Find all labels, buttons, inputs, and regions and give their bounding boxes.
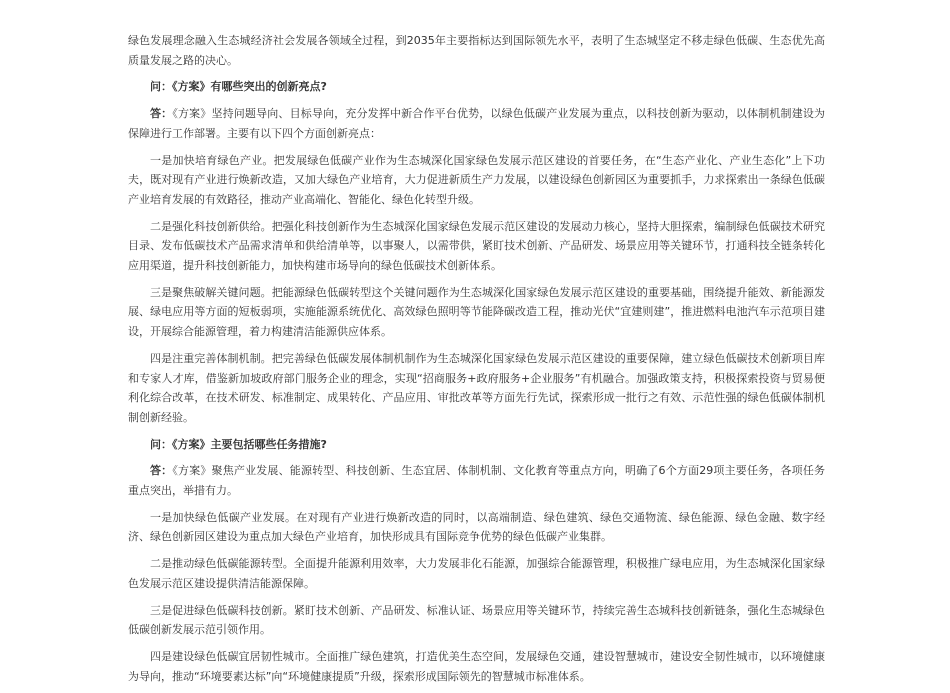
paragraph-text: 二是推动绿色低碳能源转型。全面提升能源利用效率，大力发展非化石能源，加强综合能源管理，积极推广绿电应用，为生态城深化国家绿色发展示范区建设提供清洁能源保障。 [128,557,825,590]
paragraph [128,349,825,428]
answer-lead: 答： [150,464,173,478]
question-paragraph [128,435,825,455]
paragraph [128,508,825,547]
paragraph [128,647,825,686]
answer-paragraph [128,104,825,143]
paragraph-text: 三是促进绿色低碳科技创新。紧盯技术创新、产品研发、标准认证、场景应用等关键环节，持续完善生态城科技创新链条，强化生态城绿色低碳创新发展示范引领作用。 [128,603,825,637]
question-text: 《方案》有哪些突出的创新亮点? [172,80,327,94]
answer-paragraph [128,461,825,500]
paragraph [128,151,825,210]
paragraph-text: 绿色发展理念融入生态城经济社会发展各领域全过程，到2035年主要指标达到国际领先水平，表明了生态城坚定不移走绿色低碳、生态优先高质量发展之路的决心。 [128,34,825,67]
paragraph [128,601,825,640]
paragraph [128,217,825,276]
question-lead: 问： [150,437,172,451]
paragraph [128,31,825,70]
answer-lead: 答： [150,107,173,121]
paragraph-text: 一是加快培育绿色产业。把发展绿色低碳产业作为生态城深化国家绿色发展示范区建设的首要任务，在“生态产业化、产业生态化”上下功夫，既对现有产业进行焕新改造，又加大绿色产业培育，大力促进新质生产力发展，以建设绿色创新园区为重要抓手，力求探索出一条绿色低碳产业培育发展的有效路径，推动产业高端化、智能化、绿色化转型升级。 [128,153,825,206]
question-paragraph [128,77,825,97]
paragraph-text: 四是建设绿色低碳宜居韧性城市。全面推广绿色建筑，打造优美生态空间，发展绿色交通，建设智慧城市，建设安全韧性城市，以环境健康为导向，推动“环境要素达标”向“环境健康提质”升级，探索形成国际领先的智慧城市标准体系。 [128,649,825,683]
paragraph-text: 四是注重完善体制机制。把完善绿色低碳发展体制机制作为生态城深化国家绿色发展示范区建设的重要保障，建立绿色低碳技术创新项目库和专家人才库，借鉴新加坡政府部门服务企业的理念，实现“招商服务+政府服务+企业服务”有机融合。加强政策支持，积极探索投资与贸易便利化综合改革，在技术研发、标准制定、成果转化、产品应用、审批改革等方面先行先试，探索形成一批行之有效、示范性强的绿色低碳体制机制创新经验。 [128,351,825,424]
answer-text: 《方案》聚焦产业发展、能源转型、科技创新、生态宜居、体制机制、文化教育等重点方向，明确了6个方面29项主要任务，各项任务重点突出，举措有力。 [128,464,826,498]
answer-text: 《方案》坚持问题导向、目标导向，充分发挥中新合作平台优势，以绿色低碳产业发展为重点，以科技创新为驱动，以体制机制建设为保障进行工作部署。主要有以下四个方面创新亮点： [128,107,826,140]
question-lead: 问： [150,80,172,94]
paragraph-text: 三是聚焦破解关键问题。把能源绿色低碳转型这个关键问题作为生态城深化国家绿色发展示范区建设的重要基础，围绕提升能效、新能源发展、绿电应用等方面的短板弱项，实施能源系统优化、高效绿色照明等节能降碳改造工程，推动光伏“宜建则建”，推进燃料电池汽车示范项目建设，开展综合能源管理，着力构建清洁能源供应体系。 [128,285,825,339]
paragraph [128,554,825,593]
paragraph [128,283,825,342]
article-body [128,31,825,693]
question-text: 《方案》主要包括哪些任务措施? [172,437,327,451]
paragraph-text: 一是加快绿色低碳产业发展。在对现有产业进行焕新改造的同时，以高端制造、绿色建筑、绿色交通物流、绿色能源、绿色金融、数字经济、绿色创新园区建设为重点加大绿色产业培育，加快形成具有国际竞争优势的绿色低碳产业集群。 [128,510,825,544]
paragraph-text: 二是强化科技创新供给。把强化科技创新作为生态城深化国家绿色发展示范区建设的发展动力核心，坚持大胆探索，编制绿色低碳技术研究目录、发布低碳技术产品需求清单和供给清单等，以事聚人，以需带供，紧盯技术创新、产品研发、场景应用等关键环节，打通科技全链条转化应用渠道，提升科技创新能力，加快构建市场导向的绿色低碳技术创新体系。 [128,219,825,273]
